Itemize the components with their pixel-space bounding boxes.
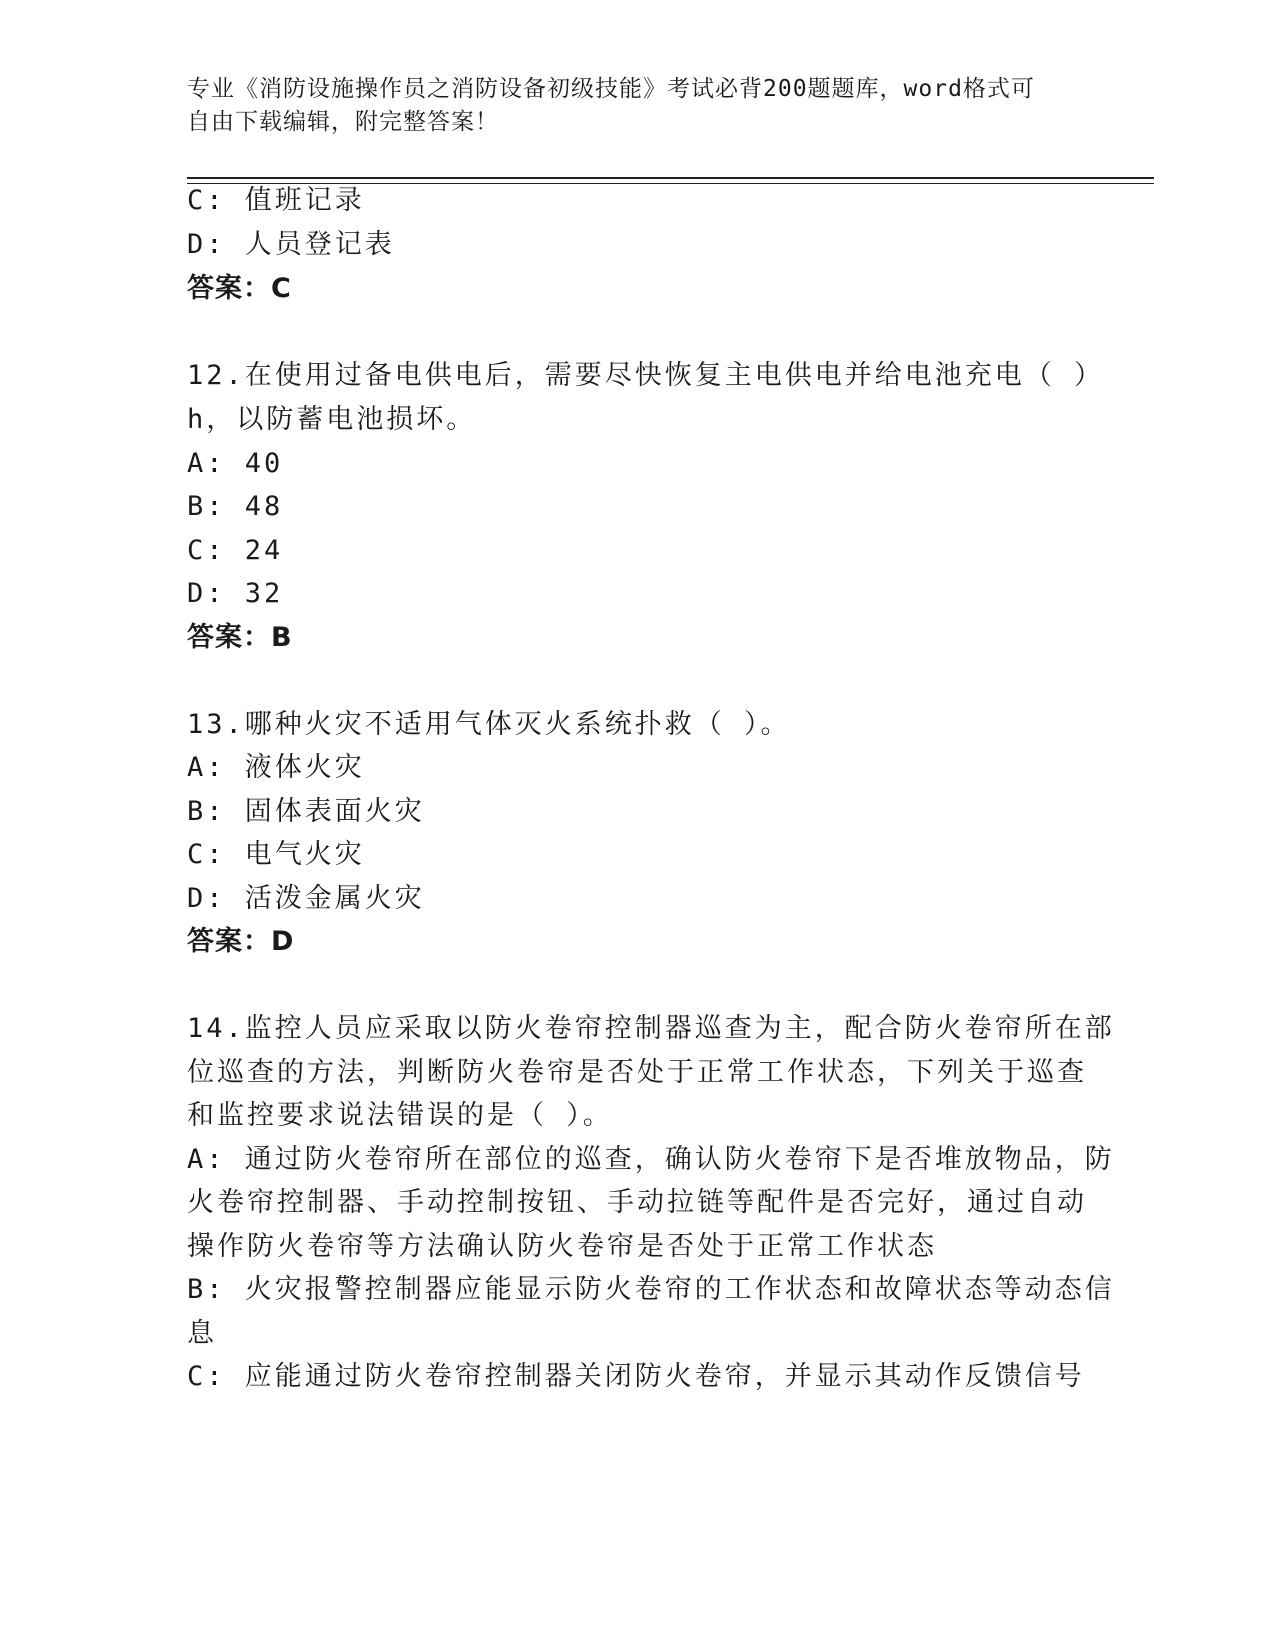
q12-option-d: D: 32	[187, 578, 284, 609]
q13-option-b: B: 固体表面火灾	[187, 796, 425, 827]
q14-stem-line-1: 14.监控人员应采取以防火卷帘控制器巡查为主，配合防火卷帘所在部	[187, 1013, 1115, 1044]
q14-option-a-line-1: A: 通过防火卷帘所在部位的巡查，确认防火卷帘下是否堆放物品，防	[187, 1144, 1115, 1175]
header-divider-thick	[187, 177, 1154, 179]
q14-option-b-line-2: 息	[187, 1318, 217, 1349]
q14-option-a-line-3: 操作防火卷帘等方法确认防火卷帘是否处于正常工作状态	[187, 1231, 937, 1262]
header-title-line-1: 专业《消防设施操作员之消防设备初级技能》考试必背200题题库，word格式可	[187, 76, 1035, 102]
q12-answer: 答案：B	[187, 622, 293, 653]
q13-stem-line-1: 13.哪种火灾不适用气体灭火系统扑救（ ）。	[187, 709, 791, 740]
q13-option-a: A: 液体火灾	[187, 752, 365, 783]
q12-stem-line-2: h，以防蓄电池损坏。	[187, 404, 477, 435]
q14-option-c: C: 应能通过防火卷帘控制器关闭防火卷帘，并显示其动作反馈信号	[187, 1361, 1085, 1392]
q14-option-b-line-1: B: 火灾报警控制器应能显示防火卷帘的工作状态和故障状态等动态信	[187, 1274, 1115, 1305]
q12-stem-line-1: 12.在使用过备电供电后，需要尽快恢复主电供电并给电池充电（ ）	[187, 360, 1105, 391]
q13-option-d: D: 活泼金属火灾	[187, 883, 425, 914]
q12-option-c: C: 24	[187, 535, 284, 566]
prev-question-option-c: C: 值班记录	[187, 185, 365, 216]
header-title-line-2: 自由下载编辑，附完整答案！	[187, 109, 499, 135]
prev-question-option-d: D: 人员登记表	[187, 229, 395, 260]
q14-stem-line-3: 和监控要求说法错误的是（ ）。	[187, 1100, 613, 1131]
q12-option-b: B: 48	[187, 491, 284, 522]
prev-question-answer: 答案：C	[187, 273, 292, 304]
document-header	[187, 73, 1067, 139]
q13-option-c: C: 电气火灾	[187, 839, 365, 870]
q14-option-a-line-2: 火卷帘控制器、手动控制按钮、手动拉链等配件是否完好，通过自动	[187, 1187, 1087, 1218]
q12-option-a: A: 40	[187, 448, 284, 479]
q14-stem-line-2: 位巡查的方法，判断防火卷帘是否处于正常工作状态，下列关于巡查	[187, 1057, 1087, 1088]
q13-answer: 答案：D	[187, 926, 295, 957]
